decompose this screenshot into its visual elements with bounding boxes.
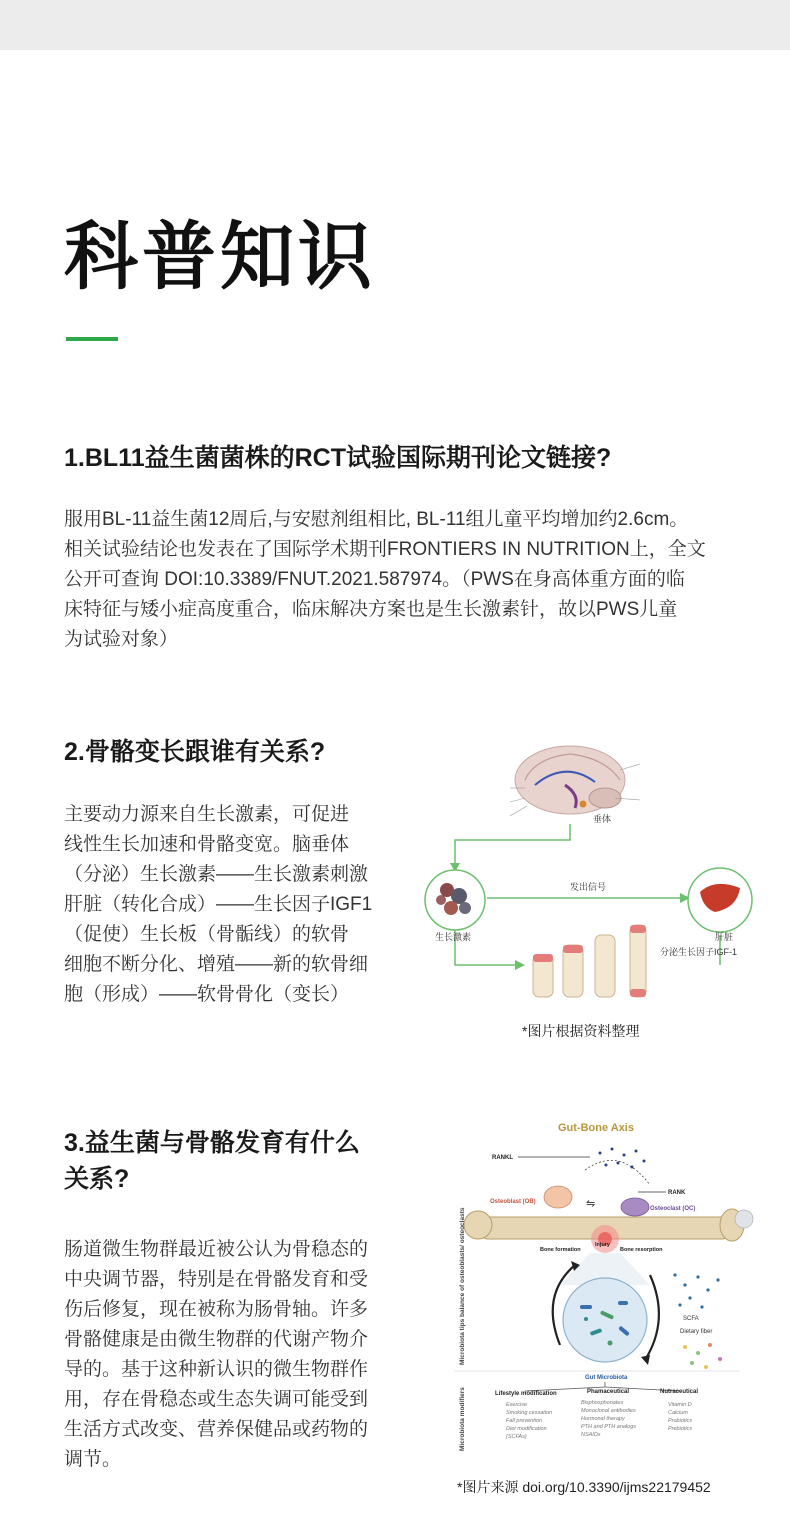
dietary-fiber-dots — [683, 1343, 722, 1369]
section-1-line: 为试验对象） — [64, 629, 179, 650]
nutra-item: Prebiotics — [668, 1426, 693, 1432]
pharma-item: Hormonal therapy — [581, 1416, 625, 1422]
section-3-line: 中央调节器，特别是在骨骼发育和受 — [64, 1269, 369, 1290]
page-title: 科普知识 — [64, 215, 376, 298]
lifestyle-item: Smoking cessation — [506, 1410, 553, 1416]
nutra-title: Nutraceutical — [660, 1389, 699, 1395]
section-2-line: 肝脏（转化合成）——生长因子IGF1 — [64, 894, 373, 915]
lifestyle-title: Lifestyle modification — [495, 1391, 557, 1397]
title-accent-line — [66, 337, 118, 341]
rankl-dots — [599, 1148, 646, 1169]
section-3-line: 伤后修复，现在被称为肠骨轴。许多 — [64, 1299, 369, 1320]
section-3-line: 肠道微生物群最近被公认为骨稳态的 — [64, 1239, 369, 1260]
osteoblast-label: Osteoblast (OB) — [490, 1199, 536, 1205]
section-1-line: 床特征与矮小症高度重合，临床解决方案也是生长激素针，故以PWS儿童 — [64, 599, 678, 620]
bone-formation-label: Bone formation — [540, 1247, 581, 1253]
section-3-line: 导的。基于这种新认识的微生物群作 — [64, 1359, 369, 1380]
pharma-item: NSAIDs — [581, 1432, 601, 1438]
section-2-body — [64, 800, 372, 1010]
top-bar — [0, 0, 790, 50]
section-3-line: 调节。 — [64, 1449, 122, 1470]
section-1-line: 公开可查询 DOI:10.3389/FNUT.2021.587974。（PWS在身高体重方面的临 — [64, 569, 685, 590]
gut-microbiota-magnified — [563, 1278, 647, 1362]
igf-label: 分泌生长因子IGF-1 — [660, 947, 738, 957]
rank-label: RANK — [668, 1190, 686, 1196]
nutra-item: Calcium — [668, 1410, 688, 1416]
section-2-line: 线性生长加速和骨骼变宽。脑垂体 — [64, 834, 350, 855]
liver-label: 肝脏 — [715, 932, 734, 942]
section-3-line: 骨骼健康是由微生物群的代谢产物介 — [64, 1329, 369, 1350]
section-1-line: 相关试验结论也发表在了国际学术期刊FRONTIERS IN NUTRITION上，全文 — [64, 539, 706, 560]
side-label-balance: Microbiota tips balance of osteoblasts/ osteoclasts — [459, 1207, 466, 1365]
section-3-title-line: 关系? — [64, 1165, 130, 1193]
section-3-title — [64, 1125, 360, 1197]
gut-bone-axis-figure — [440, 1115, 760, 1465]
section-3-figure-caption: *图片来源 doi.org/10.3390/ijms22179452 — [457, 1479, 711, 1495]
brain-label: 垂体 — [593, 814, 612, 824]
side-label-modifiers: Microbiota modifiers — [459, 1387, 466, 1451]
section-3-body — [64, 1235, 368, 1475]
lifestyle-item: (SCFAs) — [506, 1434, 527, 1440]
section-2-line: 胞（形成）——软骨骨化（变长） — [64, 984, 350, 1005]
osteoblast-cell-icon — [544, 1186, 572, 1208]
gut-microbiota-label: Gut Microbiota — [585, 1375, 628, 1381]
growth-pathway-figure — [415, 740, 760, 1010]
section-2-figure-caption: *图片根据资料整理 — [522, 1023, 640, 1039]
section-2-line: 细胞不断分化、增殖——新的软骨细 — [64, 954, 369, 975]
injury-label: Injury — [595, 1242, 610, 1248]
section-2-line: （分泌）生长激素——生长激素刺激 — [64, 864, 369, 885]
nutra-item: Vitamin D — [668, 1402, 692, 1408]
scfa-dots — [673, 1273, 719, 1308]
section-2-line: 主要动力源来自生长激素，可促进 — [64, 804, 350, 825]
section-1-title: 1.BL11益生菌菌株的RCT试验国际期刊论文链接? — [64, 444, 612, 472]
pharma-item: Monoclonal antibodies — [581, 1408, 636, 1414]
section-3-line: 用，存在骨稳态或生态失调可能受到 — [64, 1389, 369, 1410]
lifestyle-item: Exercise — [506, 1402, 528, 1408]
pharma-title: Phamaceutical — [587, 1389, 630, 1395]
axis-title: Gut-Bone Axis — [558, 1122, 634, 1134]
osteoclast-cell-icon — [621, 1198, 649, 1216]
scfa-label: SCFA — [683, 1316, 699, 1322]
dietary-fiber-label: Dietary fiber — [680, 1329, 713, 1335]
nutra-item: Probiotics — [668, 1418, 693, 1424]
pharma-item: PTH and PTH analogs — [581, 1424, 637, 1430]
bone-resorption-label: Bone resorption — [620, 1247, 663, 1253]
pharma-item: Bisphosphonates — [581, 1400, 624, 1406]
exchange-icon: ⇋ — [586, 1198, 596, 1210]
osteoclast-label: Osteoclast (OC) — [650, 1206, 696, 1212]
section-1-line: 服用BL-11益生菌12周后,与安慰剂组相比, BL-11组儿童平均增加约2.6cm。 — [64, 509, 689, 530]
lifestyle-item: Diet modification — [506, 1426, 547, 1432]
lifestyle-item: Fall prevention — [506, 1418, 543, 1424]
section-2-line: （促使）生长板（骨骺线）的软骨 — [64, 924, 350, 945]
signal-label: 发出信号 — [570, 882, 607, 892]
rankl-label: RANKL — [492, 1155, 513, 1161]
section-2-title: 2.骨骼变长跟谁有关系? — [64, 738, 326, 766]
section-3-line: 生活方式改变、营养保健品或药物的 — [64, 1419, 369, 1440]
section-3-title-line: 3.益生菌与骨骼发育有什么 — [64, 1129, 360, 1157]
section-1-body — [64, 505, 706, 655]
growth-hormone-label: 生长激素 — [435, 932, 472, 942]
bone-growth-illustration — [533, 925, 646, 997]
brain-illustration — [510, 746, 640, 816]
